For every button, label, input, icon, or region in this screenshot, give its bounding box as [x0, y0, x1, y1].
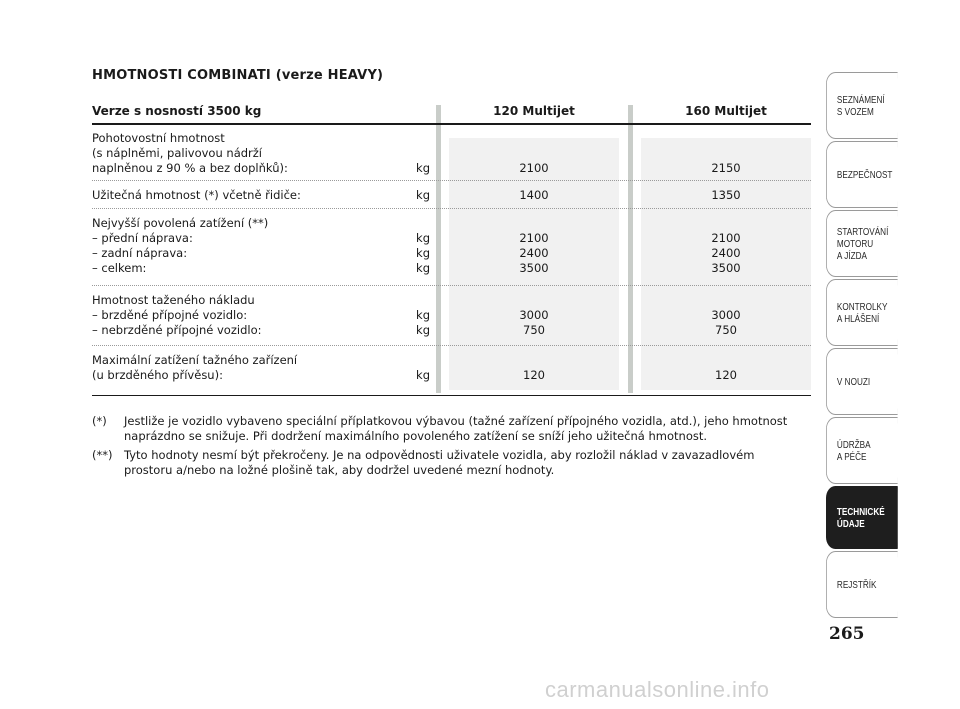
watermark-text: carmanualsonline.info: [545, 677, 770, 702]
footnote-text: Tyto hodnoty nesmí být překročeny. Je na odpovědnosti uživatele vozidla, aby rozložil náklad v zavazadlovém prostoru a/nebo na ložné plošině tak, aby dodržel uvedené mezní hodnoty.: [124, 448, 755, 477]
tab-label: BEZPEČNOST: [836, 168, 893, 181]
row-unit: kg: [416, 368, 430, 382]
row-value-120: 120: [523, 368, 545, 382]
page-title: HMOTNOSTI COMBINATI (verze HEAVY): [92, 68, 384, 83]
tab-rejstrik[interactable]: [826, 551, 898, 618]
tab-label: KONTROLKY A HLÁŠENÍ: [836, 300, 888, 325]
column-divider-bar: [628, 105, 633, 393]
tab-seznameni[interactable]: [826, 72, 898, 139]
table-header-120-multijet: 120 Multijet: [493, 104, 575, 118]
row-label: Pohotovostní hmotnost (s náplněmi, palivovou nádrží naplněnou z 90 % a bez doplňků):: [92, 131, 288, 175]
row-separator: [92, 180, 811, 181]
row-value-160: 3000 750: [711, 308, 741, 337]
column-divider-bar: [436, 105, 441, 393]
row-unit: kg: [416, 188, 430, 202]
row-separator: [92, 208, 811, 209]
page-number: 265: [829, 624, 865, 644]
row-value-160: 120: [715, 368, 737, 382]
row-unit: kg kg: [416, 308, 430, 337]
row-value-160: 1350: [711, 188, 741, 202]
tab-kontrolky[interactable]: [826, 279, 898, 346]
tab-label: V NOUZI: [836, 375, 871, 388]
row-value-160: 2100 2400 3500: [711, 231, 741, 275]
footnote-mark: (**): [92, 448, 113, 462]
row-separator: [92, 285, 811, 286]
row-value-120: 1400: [519, 188, 549, 202]
header-rule: [92, 123, 811, 125]
table-bottom-rule: [92, 395, 811, 396]
row-label: Maximální zatížení tažného zařízení (u brzděného přívěsu):: [92, 353, 298, 382]
table-header-160-multijet: 160 Multijet: [685, 104, 767, 118]
row-value-120: 2100 2400 3500: [519, 231, 549, 275]
tab-udrzba[interactable]: [826, 417, 898, 484]
row-label: Nejvyšší povolená zatížení (**) – přední náprava: – zadní náprava: – celkem:: [92, 216, 269, 275]
row-separator: [92, 345, 811, 346]
row-value-120: 3000 750: [519, 308, 549, 337]
tab-v-nouzi[interactable]: [826, 348, 898, 415]
row-label: Hmotnost taženého nákladu – brzděné přípojné vozidlo: – nebrzděné přípojné vozidlo:: [92, 293, 262, 337]
footnote-mark: (*): [92, 414, 107, 428]
tab-label: TECHNICKÉ ÚDAJE: [836, 505, 885, 530]
tab-technicke-udaje[interactable]: [826, 486, 898, 549]
row-unit: kg: [416, 161, 430, 175]
row-label: Užitečná hmotnost (*) včetně řidiče:: [92, 188, 301, 202]
row-value-120: 2100: [519, 161, 549, 175]
tab-bezpecnost[interactable]: [826, 141, 898, 208]
tab-label: REJSTŘÍK: [836, 578, 877, 591]
tab-label: STARTOVÁNÍ MOTORU A JÍZDA: [836, 225, 889, 262]
tab-label: ÚDRŽBA A PÉČE: [836, 438, 871, 463]
tab-startovani[interactable]: [826, 210, 898, 277]
table-header-version: Verze s nosností 3500 kg: [92, 104, 262, 118]
row-value-160: 2150: [711, 161, 741, 175]
footnote-text: Jestliže je vozidlo vybaveno speciální příplatkovou výbavou (tažné zařízení přípojného vozidla, atd.), jeho hmotnost naprázdno se snižuje. Při dodržení maximálního povoleného zatížení se sníží jeho užitečná hmotnost.: [124, 414, 788, 443]
row-unit: kg kg kg: [416, 231, 430, 275]
tab-label: SEZNÁMENÍ S VOZEM: [836, 93, 885, 118]
